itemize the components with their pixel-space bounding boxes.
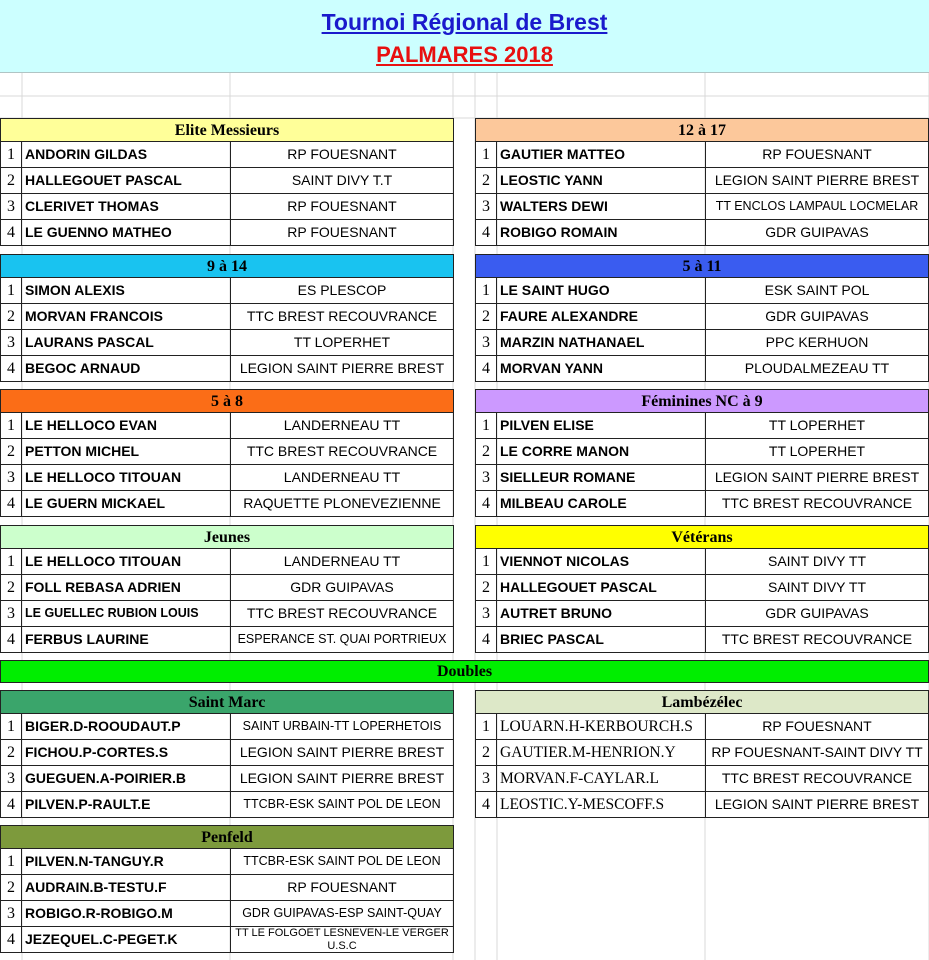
player-name: JEZEQUEL.C-PEGET.K — [22, 927, 231, 952]
ranking-row — [475, 413, 929, 439]
club-name: GDR GUIPAVAS — [765, 308, 869, 324]
ranking-row — [0, 168, 454, 194]
rank-number: 2 — [1, 304, 22, 329]
rank-number: 2 — [476, 439, 497, 464]
club-name: TT LOPERHET — [768, 443, 866, 459]
ranking-row — [0, 413, 454, 439]
rank-number: 3 — [1, 601, 22, 626]
player-name: LEOSTIC YANN — [497, 168, 706, 193]
rank-number: 4 — [1, 356, 22, 381]
ranking-row — [0, 740, 454, 766]
player-name: VIENNOT NICOLAS — [497, 549, 706, 574]
player-name: ROBIGO ROMAIN — [497, 220, 706, 245]
player-name: LE HELLOCO TITOUAN — [22, 549, 231, 574]
club-name: LEGION SAINT PIERRE BREST — [239, 360, 445, 376]
rank-number: 2 — [1, 575, 22, 600]
club-name: PLOUDALMEZEAU TT — [744, 360, 890, 376]
ranking-row — [0, 439, 454, 465]
club-name: ESK SAINT POL — [764, 282, 870, 298]
category-title: Saint Marc — [0, 690, 454, 714]
club-name: GDR GUIPAVAS — [765, 605, 869, 621]
rank-number: 3 — [476, 330, 497, 355]
club-name: ES PLESCOP — [297, 282, 387, 298]
ranking-row — [475, 740, 929, 766]
ranking-row — [0, 849, 454, 875]
club-name: LANDERNEAU TT — [283, 469, 401, 485]
player-name: PETTON MICHEL — [22, 439, 231, 464]
club-name: TTC BREST RECOUVRANCE — [246, 605, 438, 621]
rank-number: 4 — [1, 220, 22, 245]
rank-number: 3 — [1, 766, 22, 791]
club-name: LEGION SAINT PIERRE BREST — [239, 744, 445, 760]
ranking-row — [475, 549, 929, 575]
rank-number: 3 — [1, 465, 22, 490]
rank-number: 2 — [476, 168, 497, 193]
player-name: FAURE ALEXANDRE — [497, 304, 706, 329]
rank-number: 3 — [476, 766, 497, 791]
ranking-row — [0, 627, 454, 653]
ranking-row — [0, 304, 454, 330]
rank-number: 1 — [476, 549, 497, 574]
rank-number: 3 — [476, 465, 497, 490]
club-name: LEGION SAINT PIERRE BREST — [714, 796, 920, 812]
rank-number: 4 — [1, 792, 22, 817]
ranking-row — [0, 194, 454, 220]
club-name: TT ENCLOS LAMPAUL LOCMELAR — [715, 199, 919, 213]
club-name: ESPERANCE ST. QUAI PORTRIEUX — [237, 632, 447, 646]
player-name: FERBUS LAURINE — [22, 627, 231, 652]
category-title: Vétérans — [475, 525, 929, 549]
ranking-row — [475, 356, 929, 382]
player-name: PILVEN ELISE — [497, 413, 706, 438]
club-name: RP FOUESNANT — [287, 146, 397, 162]
category-block — [0, 118, 454, 246]
player-name: MORVAN YANN — [497, 356, 706, 381]
player-name: FOLL REBASA ADRIEN — [22, 575, 231, 600]
player-name: AUTRET BRUNO — [497, 601, 706, 626]
rank-number: 2 — [1, 168, 22, 193]
ranking-row — [0, 901, 454, 927]
player-name: BIGER.D-ROOUDAUT.P — [22, 714, 231, 739]
rank-number: 1 — [476, 278, 497, 303]
club-name: GDR GUIPAVAS — [290, 579, 394, 595]
rank-number: 1 — [1, 413, 22, 438]
category-block — [0, 825, 454, 953]
ranking-row — [475, 278, 929, 304]
ranking-row — [0, 714, 454, 740]
ranking-row — [0, 766, 454, 792]
club-name: RP FOUESNANT — [762, 146, 872, 162]
rank-number: 2 — [476, 740, 497, 765]
tournament-title: Tournoi Régional de Brest — [321, 9, 608, 35]
player-name: LE HELLOCO EVAN — [22, 413, 231, 438]
ranking-row — [0, 465, 454, 491]
club-name: SAINT URBAIN-TT LOPERHETOIS — [242, 719, 442, 733]
player-name: ANDORIN GILDAS — [22, 142, 231, 167]
rank-number: 2 — [1, 439, 22, 464]
rank-number: 2 — [476, 575, 497, 600]
category-title: 5 à 8 — [0, 389, 454, 413]
player-name: BRIEC PASCAL — [497, 627, 706, 652]
ranking-row — [475, 330, 929, 356]
ranking-row — [0, 491, 454, 517]
player-name: MILBEAU CAROLE — [497, 491, 706, 516]
category-title: Elite Messieurs — [0, 118, 454, 142]
category-title: Penfeld — [0, 825, 454, 849]
player-name: GAUTIER.M-HENRION.Y — [497, 740, 706, 765]
player-name: AUDRAIN.B-TESTU.F — [22, 875, 231, 900]
player-name: PILVEN.N-TANGUY.R — [22, 849, 231, 874]
club-name: TTCBR-ESK SAINT POL DE LEON — [243, 854, 441, 868]
ranking-row — [475, 465, 929, 491]
player-name: LE GUENNO MATHEO — [22, 220, 231, 245]
ranking-row — [475, 142, 929, 168]
category-block — [475, 525, 929, 653]
rank-number: 1 — [1, 142, 22, 167]
header-banner — [0, 0, 929, 73]
rank-number: 2 — [1, 875, 22, 900]
ranking-row — [475, 194, 929, 220]
club-name: SAINT DIVY T.T — [291, 172, 393, 188]
ranking-row — [0, 927, 454, 953]
player-name: MORVAN.F-CAYLAR.L — [497, 766, 706, 791]
club-name: TTC BREST RECOUVRANCE — [721, 770, 913, 786]
player-name: LE HELLOCO TITOUAN — [22, 465, 231, 490]
rank-number: 1 — [1, 714, 22, 739]
club-name: TTC BREST RECOUVRANCE — [246, 308, 438, 324]
player-name: BEGOC ARNAUD — [22, 356, 231, 381]
ranking-row — [475, 792, 929, 818]
rank-number: 3 — [1, 194, 22, 219]
palmares-title: PALMARES 2018 — [376, 42, 553, 67]
rank-number: 2 — [1, 740, 22, 765]
ranking-row — [475, 491, 929, 517]
club-name: LEGION SAINT PIERRE BREST — [714, 172, 920, 188]
category-title: Jeunes — [0, 525, 454, 549]
ranking-row — [0, 875, 454, 901]
category-block — [475, 690, 929, 818]
club-name: TTC BREST RECOUVRANCE — [721, 495, 913, 511]
player-name: LE GUELLEC RUBION LOUIS — [22, 601, 231, 626]
player-name: LEOSTIC.Y-MESCOFF.S — [497, 792, 706, 817]
club-name: LANDERNEAU TT — [283, 417, 401, 433]
category-block — [0, 690, 454, 818]
club-name: SAINT DIVY TT — [767, 553, 867, 569]
category-title: 9 à 14 — [0, 254, 454, 278]
ranking-row — [0, 575, 454, 601]
ranking-row — [475, 575, 929, 601]
rank-number: 3 — [1, 330, 22, 355]
player-name: WALTERS DEWI — [497, 194, 706, 219]
category-title: Lambézélec — [475, 690, 929, 714]
player-name: LE GUERN MICKAEL — [22, 491, 231, 516]
club-name: RP FOUESNANT — [287, 879, 397, 895]
club-name: SAINT DIVY TT — [767, 579, 867, 595]
player-name: GUEGUEN.A-POIRIER.B — [22, 766, 231, 791]
rank-number: 1 — [476, 413, 497, 438]
player-name: LE SAINT HUGO — [497, 278, 706, 303]
rank-number: 4 — [476, 220, 497, 245]
ranking-row — [0, 220, 454, 246]
category-block — [475, 254, 929, 382]
rank-number: 4 — [476, 792, 497, 817]
ranking-row — [475, 168, 929, 194]
club-name: TT LE FOLGOET LESNEVEN-LE VERGER U.S.C — [235, 927, 449, 952]
rank-number: 4 — [1, 491, 22, 516]
ranking-row — [0, 330, 454, 356]
player-name: CLERIVET THOMAS — [22, 194, 231, 219]
rank-number: 3 — [476, 601, 497, 626]
ranking-row — [0, 142, 454, 168]
rank-number: 1 — [476, 714, 497, 739]
ranking-row — [475, 714, 929, 740]
club-name: GDR GUIPAVAS-ESP SAINT-QUAY — [242, 906, 442, 920]
rank-number: 4 — [476, 356, 497, 381]
category-title: Féminines NC à 9 — [475, 389, 929, 413]
category-block — [0, 254, 454, 382]
ranking-row — [475, 601, 929, 627]
player-name: MORVAN FRANCOIS — [22, 304, 231, 329]
category-block — [475, 389, 929, 517]
player-name: LAURANS PASCAL — [22, 330, 231, 355]
club-name: TT LOPERHET — [293, 334, 391, 350]
club-name: PPC KERHUON — [765, 334, 869, 350]
category-block — [0, 389, 454, 517]
player-name: SIELLEUR ROMANE — [497, 465, 706, 490]
ranking-row — [0, 278, 454, 304]
club-name: RP FOUESNANT — [287, 224, 397, 240]
category-block — [475, 118, 929, 246]
club-name: TTC BREST RECOUVRANCE — [721, 631, 913, 647]
club-name: TT LOPERHET — [768, 417, 866, 433]
ranking-row — [475, 439, 929, 465]
ranking-row — [475, 220, 929, 246]
rank-number: 4 — [1, 627, 22, 652]
ranking-row — [0, 601, 454, 627]
ranking-row — [475, 766, 929, 792]
ranking-row — [0, 356, 454, 382]
doubles-banner: Doubles — [0, 660, 929, 683]
club-name: RP FOUESNANT — [287, 198, 397, 214]
rank-number: 1 — [1, 849, 22, 874]
player-name: MARZIN NATHANAEL — [497, 330, 706, 355]
club-name: RP FOUESNANT-SAINT DIVY TT — [711, 744, 923, 760]
player-name: GAUTIER MATTEO — [497, 142, 706, 167]
club-name: LANDERNEAU TT — [283, 553, 401, 569]
ranking-row — [0, 549, 454, 575]
rank-number: 1 — [1, 549, 22, 574]
player-name: HALLEGOUET PASCAL — [497, 575, 706, 600]
rank-number: 4 — [1, 927, 22, 952]
player-name: LE CORRE MANON — [497, 439, 706, 464]
player-name: LOUARN.H-KERBOURCH.S — [497, 714, 706, 739]
rank-number: 4 — [476, 491, 497, 516]
rank-number: 1 — [1, 278, 22, 303]
category-block — [0, 525, 454, 653]
ranking-row — [0, 792, 454, 818]
player-name: ROBIGO.R-ROBIGO.M — [22, 901, 231, 926]
category-title: 12 à 17 — [475, 118, 929, 142]
rank-number: 3 — [476, 194, 497, 219]
rank-number: 3 — [1, 901, 22, 926]
club-name: TTC BREST RECOUVRANCE — [246, 443, 438, 459]
ranking-row — [475, 304, 929, 330]
player-name: HALLEGOUET PASCAL — [22, 168, 231, 193]
player-name: PILVEN.P-RAULT.E — [22, 792, 231, 817]
ranking-row — [475, 627, 929, 653]
player-name: FICHOU.P-CORTES.S — [22, 740, 231, 765]
club-name: LEGION SAINT PIERRE BREST — [239, 770, 445, 786]
category-title: 5 à 11 — [475, 254, 929, 278]
rank-number: 4 — [476, 627, 497, 652]
rank-number: 1 — [476, 142, 497, 167]
player-name: SIMON ALEXIS — [22, 278, 231, 303]
club-name: LEGION SAINT PIERRE BREST — [714, 469, 920, 485]
club-name: GDR GUIPAVAS — [765, 224, 869, 240]
club-name: TTCBR-ESK SAINT POL DE LEON — [243, 797, 441, 811]
rank-number: 2 — [476, 304, 497, 329]
club-name: RP FOUESNANT — [762, 718, 872, 734]
club-name: RAQUETTE PLONEVEZIENNE — [243, 495, 441, 511]
